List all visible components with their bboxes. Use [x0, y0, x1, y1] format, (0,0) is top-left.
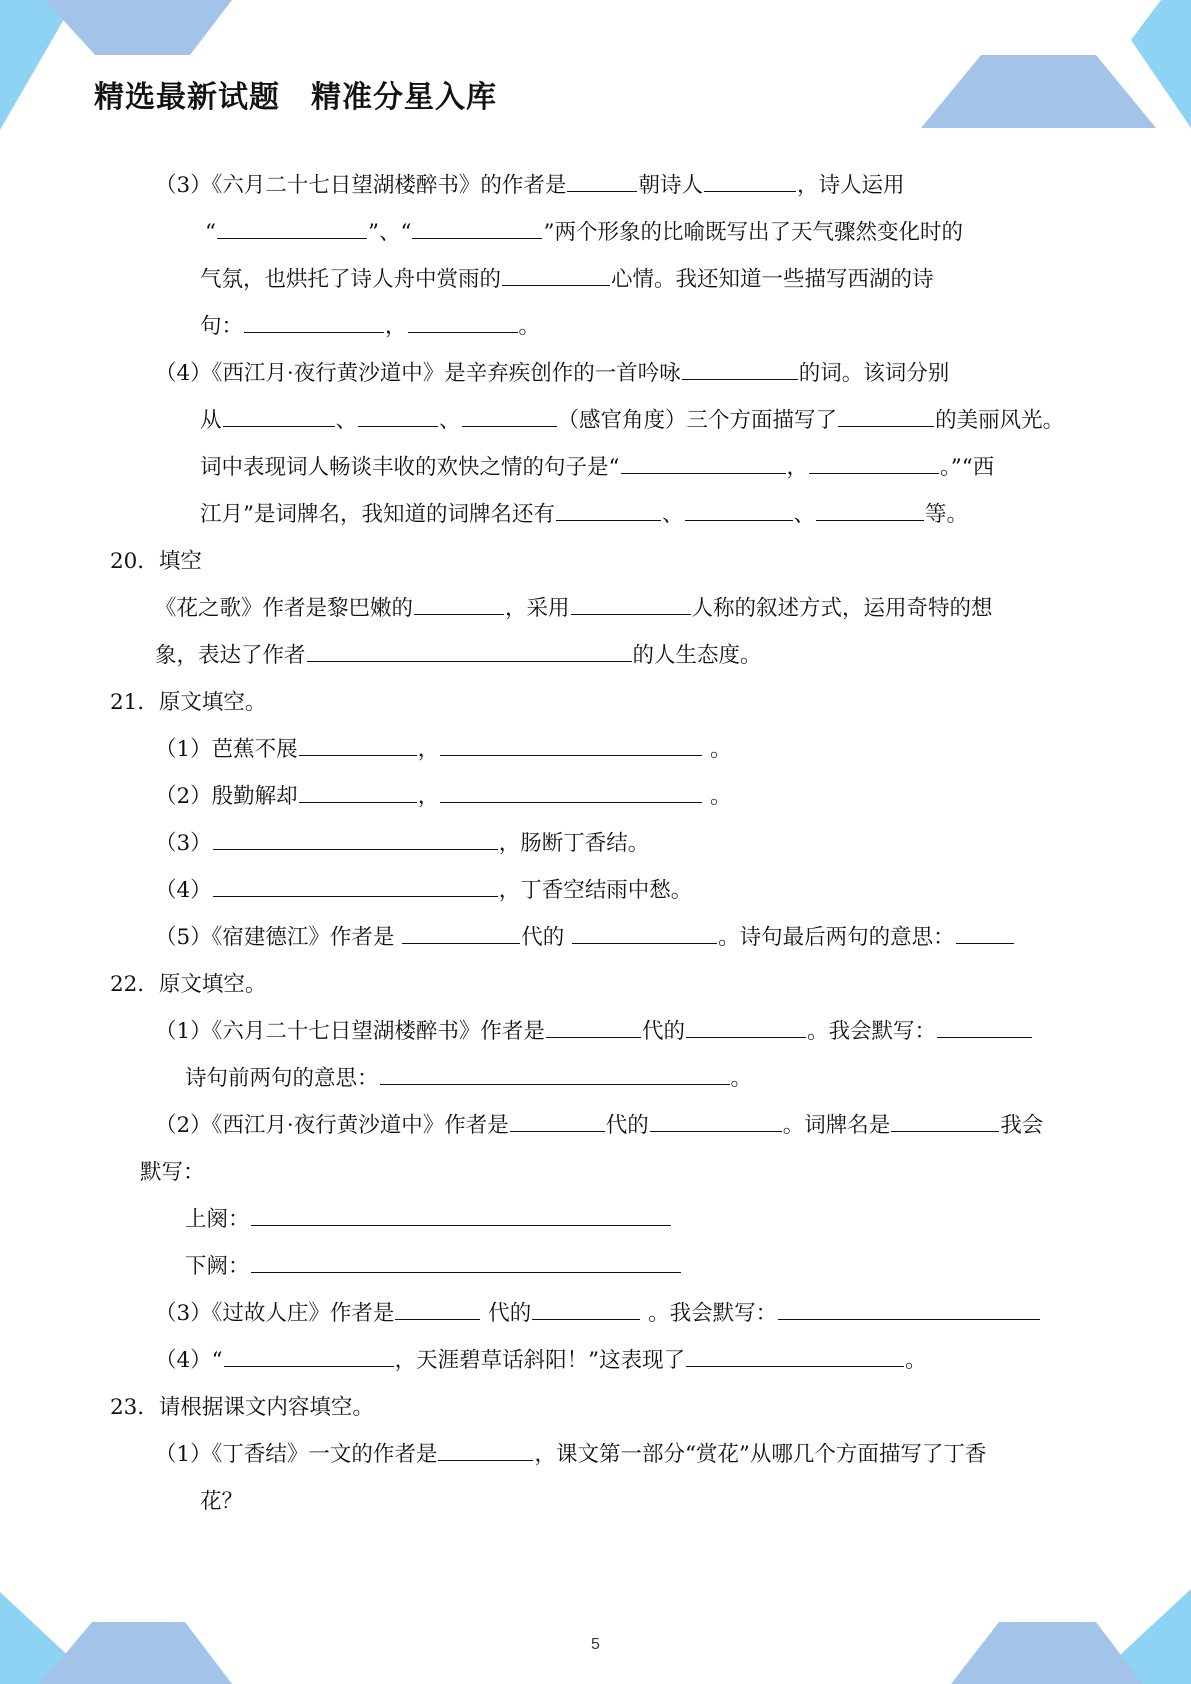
- answer-blank[interactable]: [462, 398, 557, 427]
- question-text: 朝诗人: [638, 173, 703, 198]
- question-line: [110, 444, 1080, 491]
- question-text: 上阕：: [185, 1207, 250, 1232]
- answer-blank[interactable]: [556, 492, 661, 521]
- question-text: （2）《西江月·夜行黄沙道中》作者是: [155, 1113, 509, 1138]
- answer-blank[interactable]: [546, 1009, 641, 1038]
- question-text: 心情。我还知道一些描写西湖的诗: [611, 267, 934, 292]
- question-text: ，: [417, 784, 440, 809]
- question-text: 21．原文填空。: [110, 690, 267, 715]
- question-text: 、: [662, 502, 684, 527]
- question-text: “: [205, 220, 216, 245]
- answer-blank[interactable]: [438, 1432, 533, 1461]
- answer-blank[interactable]: [358, 398, 438, 427]
- answer-blank[interactable]: [567, 163, 637, 192]
- question-text: （4）“: [155, 1348, 223, 1373]
- page-number: 5: [591, 1636, 600, 1653]
- answer-blank[interactable]: [650, 1103, 782, 1132]
- question-text: ，课文第一部分“赏花”从哪几个方面描写了丁香: [534, 1442, 987, 1467]
- question-text: 默写：: [140, 1160, 205, 1185]
- question-line: [110, 867, 1080, 914]
- question-text: 代的: [641, 1019, 685, 1044]
- question-text: 。”“西: [940, 455, 995, 480]
- question-text: （3）《六月二十七日望湖楼醉书》的作者是: [155, 173, 567, 198]
- question-text: 从: [200, 408, 222, 433]
- question-text: 的人生态度。: [632, 643, 762, 668]
- question-text: 下阙：: [185, 1254, 250, 1279]
- question-line: [110, 1478, 1080, 1525]
- answer-blank[interactable]: [778, 1291, 1040, 1320]
- question-text: 。: [703, 737, 732, 762]
- question-text: 。: [730, 1066, 753, 1091]
- question-line: [110, 350, 1080, 397]
- question-line: [110, 256, 1080, 303]
- question-line: [110, 397, 1080, 444]
- question-text: 的美丽风光。: [935, 408, 1065, 433]
- question-line: [110, 585, 1080, 632]
- answer-blank[interactable]: [408, 304, 518, 333]
- question-line: [110, 491, 1080, 538]
- question-line: [110, 209, 1080, 256]
- question-text: （4）: [155, 878, 212, 903]
- bottom-left-corner-decoration: [0, 1544, 240, 1684]
- question-text: （2）殷勤解却: [155, 784, 298, 809]
- question-text: 的词。该词分别: [798, 361, 950, 386]
- answer-blank[interactable]: [251, 1244, 681, 1273]
- bottom-right-corner-decoration: [921, 1544, 1191, 1684]
- answer-blank[interactable]: [816, 492, 924, 521]
- answer-blank[interactable]: [213, 821, 498, 850]
- question-text: 。我会默写：: [806, 1019, 936, 1044]
- answer-blank[interactable]: [937, 1009, 1032, 1038]
- answer-blank[interactable]: [440, 727, 702, 756]
- question-line: [110, 1055, 1080, 1102]
- question-text: 江月”是词牌名，我知道的词牌名还有: [200, 502, 555, 527]
- answer-blank[interactable]: [380, 1056, 730, 1085]
- answer-blank[interactable]: [251, 1197, 671, 1226]
- question-line: [110, 1102, 1080, 1149]
- answer-blank[interactable]: [682, 351, 798, 380]
- answer-blank[interactable]: [412, 210, 542, 239]
- answer-blank[interactable]: [414, 586, 504, 615]
- answer-blank[interactable]: [213, 868, 498, 897]
- question-text: 代的: [605, 1113, 649, 1138]
- question-text: 。我会默写：: [641, 1301, 778, 1326]
- answer-blank[interactable]: [956, 915, 1014, 944]
- question-line: [110, 961, 1080, 1008]
- question-text: 花？: [200, 1489, 244, 1514]
- answer-blank[interactable]: [402, 915, 520, 944]
- question-text: ，天涯碧草话斜阳！”这表现了: [394, 1348, 686, 1373]
- question-text: 气氛，也烘托了诗人舟中赏雨的: [200, 267, 502, 292]
- question-text: 、: [335, 408, 358, 433]
- question-text: ，: [385, 314, 407, 339]
- question-text: （1）《丁香结》一文的作者是: [155, 1442, 438, 1467]
- answer-blank[interactable]: [571, 586, 691, 615]
- question-text: 词中表现词人畅谈丰收的欢快之情的句子是“: [200, 455, 620, 480]
- question-line: [110, 1431, 1080, 1478]
- question-line: [110, 303, 1080, 350]
- question-text: 句：: [200, 314, 244, 339]
- question-line: [110, 1243, 1080, 1290]
- question-text: （1）《六月二十七日望湖楼醉书》作者是: [155, 1019, 545, 1044]
- question-text: （3）《过故人庄》作者是: [155, 1301, 395, 1326]
- answer-blank[interactable]: [395, 1291, 480, 1320]
- question-line: [110, 1008, 1080, 1055]
- page-header-title: 精选最新试题 精准分星入库: [94, 80, 497, 115]
- answer-blank[interactable]: [217, 210, 367, 239]
- worksheet-body: [110, 162, 1080, 1525]
- answer-blank[interactable]: [440, 774, 702, 803]
- answer-blank[interactable]: [685, 492, 793, 521]
- answer-blank[interactable]: [572, 915, 717, 944]
- question-text: （3）: [155, 831, 212, 856]
- question-text: ，: [786, 455, 809, 480]
- question-line: [110, 632, 1080, 679]
- question-line: [110, 726, 1080, 773]
- answer-blank[interactable]: [307, 633, 632, 662]
- question-text: 。诗句最后两句的意思：: [718, 925, 955, 950]
- question-line: [110, 914, 1080, 961]
- question-text: 。: [905, 1348, 927, 1373]
- question-text: 代的: [481, 1301, 532, 1326]
- question-text: 人称的叙述方式，运用奇特的想: [691, 596, 993, 621]
- answer-blank[interactable]: [502, 257, 610, 286]
- answer-blank[interactable]: [224, 1338, 394, 1367]
- question-text: 22．原文填空。: [110, 972, 267, 997]
- question-text: （4）《西江月·夜行黄沙道中》是辛弃疾创作的一首吟咏: [155, 361, 681, 386]
- answer-blank[interactable]: [809, 445, 939, 474]
- question-text: 象，表达了作者: [155, 643, 306, 668]
- question-text: （1）芭蕉不展: [155, 737, 298, 762]
- question-text: 、: [439, 408, 461, 433]
- question-text: ，: [417, 737, 440, 762]
- question-line: [110, 679, 1080, 726]
- question-text: 诗句前两句的意思：: [185, 1066, 379, 1091]
- question-text: 。: [518, 314, 541, 339]
- answer-blank[interactable]: [223, 398, 335, 427]
- answer-blank[interactable]: [891, 1103, 999, 1132]
- answer-blank[interactable]: [686, 1338, 904, 1367]
- question-text: （5）《宿建德江》作者是: [155, 925, 402, 950]
- answer-blank[interactable]: [838, 398, 934, 427]
- question-text: 。: [703, 784, 732, 809]
- top-right-corner-decoration: [921, 0, 1191, 130]
- question-text: ”两个形象的比喻既写出了天气骤然变化时的: [543, 220, 963, 245]
- question-text: ，肠断丁香结。: [498, 831, 650, 856]
- question-line: [110, 1196, 1080, 1243]
- question-text: （感官角度）三个方面描写了: [557, 408, 838, 433]
- question-text: ，采用: [505, 596, 570, 621]
- question-text: ，丁香空结雨中愁。: [498, 878, 693, 903]
- answer-blank[interactable]: [621, 445, 786, 474]
- question-line: [110, 538, 1080, 585]
- answer-blank[interactable]: [244, 304, 384, 333]
- question-line: [110, 1290, 1080, 1337]
- answer-blank[interactable]: [510, 1103, 605, 1132]
- question-text: 、: [793, 502, 816, 527]
- question-text: 等。: [925, 502, 969, 527]
- question-line: [110, 1337, 1080, 1384]
- question-line: [110, 820, 1080, 867]
- question-line: [110, 773, 1080, 820]
- question-text: ，诗人运用: [796, 173, 905, 198]
- answer-blank[interactable]: [704, 163, 796, 192]
- answer-blank[interactable]: [299, 774, 417, 803]
- question-text: 20．填空: [110, 549, 202, 574]
- question-text: 《花之歌》作者是黎巴嫩的: [155, 596, 414, 621]
- question-text: 代的: [521, 925, 572, 950]
- question-line: [110, 1149, 1080, 1196]
- question-text: ”、“: [368, 220, 412, 245]
- answer-blank[interactable]: [299, 727, 417, 756]
- question-text: 23．请根据课文内容填空。: [110, 1395, 374, 1420]
- question-text: 。词牌名是: [782, 1113, 891, 1138]
- answer-blank[interactable]: [686, 1009, 806, 1038]
- question-text: 我会: [1000, 1113, 1044, 1138]
- answer-blank[interactable]: [532, 1291, 640, 1320]
- question-line: [110, 162, 1080, 209]
- question-line: [110, 1384, 1080, 1431]
